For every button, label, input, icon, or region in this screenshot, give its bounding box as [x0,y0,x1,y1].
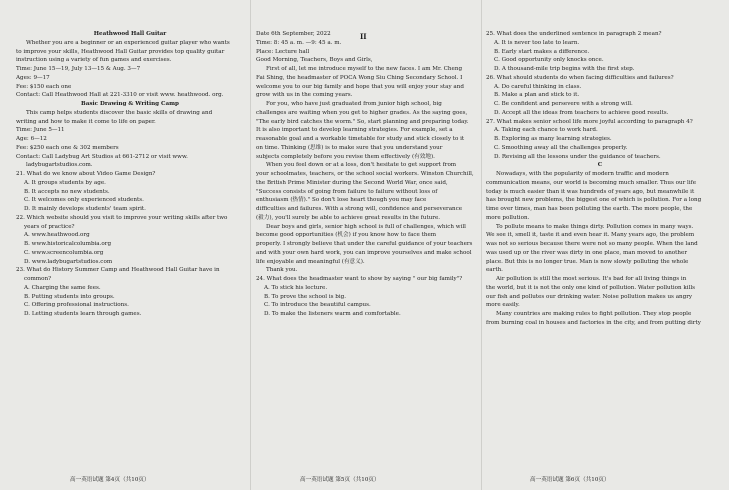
column3-line: more easily. [486,302,520,309]
column2-line: challenges are waiting when you get to higher grades. As the saying goes, [256,109,468,116]
column2-line: become good opportunities (机会) if you know how to face them [256,232,437,239]
column2-line: reasonable goal and a workable timetable for study and stick closely to it [256,136,465,142]
column2-line: your schoolmates, teachers, or the school social workers. Winston Churchill, [256,171,474,177]
column3-line: more pollution. [486,214,530,221]
page-divider [250,0,251,490]
column1-line: ladybugartstudios.com. [26,162,93,169]
column2-line: enthusiasm (热情)." So don't lose heart though you may face [256,197,427,204]
column1-line: Time: June 15—19, July 13—15 & Aug. 3—7 [16,66,141,72]
column2-line: A. To stick his lecture. [264,284,328,291]
column3-line: the world, but it is not the only one kind of pollution. Water pollution kills [486,284,696,291]
column2-line: life enjoyable and meaningful (有意义). [256,258,365,265]
column1-line: Age: 6—12 [16,136,47,142]
footer-middle: 高一英语试题 第5页（共10页） [300,477,380,483]
column3-line: earth. [486,267,503,274]
column1-line: to improve your skills, Heathwood Hall Guitar provides top quality guitar [16,48,225,55]
column1-line: A. Charging the same fees. [24,284,101,291]
column2-line: 24. What does the headmaster want to show by saying " our big family"? [256,276,463,282]
column3-line: place. But this is no longer true. Man is now slowly polluting the whole [486,258,689,265]
footer-right: 高一英语试题 第6页（共10页） [530,477,610,483]
column3-line: A. Taking each chance to work hard. [494,127,598,134]
column1-line: Heathwood Hall Guitar [93,31,167,37]
column2-line: and with your own hard work, you can improve yourselves and make school [256,249,472,256]
column2-line: D. To make the listeners warm and comfortable. [264,311,401,317]
column3-line: C. Good opportunity only knocks once. [494,57,604,64]
column2-line: properly. I strongly believe that under the careful guidance of your teachers [256,241,473,247]
column3-line: To pollute means to make things dirty. Pollution comes in many ways. [496,223,694,230]
footer-left: 高一英语试题 第4页（共10页） [70,477,150,483]
column3-line: 26. What should students do when facing difficulties and failures? [486,74,674,81]
column-right [486,30,714,468]
column1-line: D. It mainly develops students' team spirit. [24,206,146,212]
column1-line: 23. What do History Summer Camp and Heathwood Hall Guitar have in [16,267,220,274]
column1-line: A. www.heathwood.org [24,232,90,239]
column3-line: 27. What makes senior school life more joyful according to paragraph 4? [486,118,693,125]
column2-line: (毅力), you'll surely be able to achieve great results in the future. [256,214,441,221]
column3-line: communication means, our world is becoming much smaller. Thus our life [486,179,697,186]
column3-line: C [597,162,603,169]
column-middle [256,30,478,468]
column2-line: difficulties and failures. With a strong will, confidence and perseverance [256,206,463,212]
column3-line: our fish and pollutes our drinking water. Noise pollution makes us angry [486,293,693,300]
page-divider [481,0,482,490]
column2-line: Place: Lecture hall [256,48,310,55]
column3-line: today is much easier than it was hundreds of years ago, but meanwhile it [486,188,695,195]
column1-line: C. It welcomes only experienced students. [24,197,144,204]
column-left [16,30,244,468]
column2-line: First of all, let me introduce myself to the new faces. I am Mr. Cheng [266,66,463,72]
column3-line: D. Accept all the ideas from teachers to achieve good results. [494,109,669,116]
column3-line: B. Make a plan and stick to it. [494,92,580,99]
column1-line: B. Putting students into groups. [24,293,115,300]
column2-line: grow with us in the coming years. [256,92,353,99]
column3-line: B. Early start makes a difference. [494,48,590,55]
column3-line: was used up or the river was dirty in one place, man moved to another [486,249,688,256]
column1-line: common? [24,276,52,282]
column3-line: from burning coal in houses and factories in the city, and from putting dirty [486,319,701,326]
column1-line: 22. Which website should you visit to improve your writing skills after two [16,214,228,221]
column1-line: Contact: Call Heathwood Hall at 221-3310 or visit www. heathwood. org. [16,92,224,99]
column2-line: Date 6th September, 2022 [256,31,331,37]
column2-line: For you, who have just graduated from junior high school, big [266,101,442,107]
column1-line: 21. What do we know about Video Game Design? [16,171,156,177]
column1-line: Fee: $150 each one [16,83,72,90]
column2-line: Good Morning, Teachers, Boys and Girls, [256,57,373,64]
column1-line: D. www.ladybugartstudios.com [24,258,113,265]
column1-line: D. Letting students learn through games. [24,311,142,317]
column1-line: writing and how to make it come to life on paper. [16,118,156,125]
column1-line: A. It groups students by age. [24,179,106,186]
column2-line: Time: 8: 45 a. m. —9: 45 a. m. [256,39,342,46]
column1-line: Contact: Call Ladybug Art Studios at 661-2712 or visit www. [16,153,188,160]
column2-line: subjects completely before you revise them effectively (有效地). [256,153,435,160]
column3-line: We see it, smell it, taste it and even hear it. Many years ago, the problem [486,232,695,239]
column1-line: Ages: 9—17 [16,74,50,81]
column1-line: years of practice? [24,223,75,230]
column1-line: B. www.historicalcolumbia.org [24,241,112,247]
column2-line: on time. Thinking (思维) is to make sure that you understand your [256,144,443,151]
column3-line: Nowadays, with the popularity of modern traffic and modern [496,171,669,177]
column1-line: This camp helps students discover the basic skills of drawing and [26,109,213,116]
column2-line: B. To prove the school is big. [264,293,346,300]
column2-line: When you feel down or at a loss, don't hesitate to get support from [266,162,457,169]
column3-line: was not so serious because there were not so many people. When the land [486,241,698,247]
column1-line: B. It accepts no new students. [24,188,110,195]
column3-line: Many countries are making rules to fight pollution. They stop people [496,311,692,317]
column3-line: A. It is never too late to learn. [494,39,580,46]
column3-line: C. Be confident and persevere with a strong will. [494,101,633,107]
column1-line: C. www.screencolumbia.org [24,249,104,256]
column3-line: Air pollution is still the most serious. It's bad for all living things in [496,276,687,282]
column3-line: 25. What does the underlined sentence in paragraph 2 mean? [486,31,662,37]
column1-line: Whether you are a beginner or an experienced guitar player who wants [26,39,230,46]
column2-line: It is also important to develop learning strategies. For example, set a [256,127,453,134]
column2-line: Thank you. [266,267,298,274]
column3-line: D. Revising all the lessons under the guidance of teachers. [494,153,661,160]
column3-line: C. Smoothing away all the challenges properly. [494,144,628,151]
column2-line: Fai Shing, the headmaster of POCA Wong Siu Ching Secondary School. I [256,74,463,81]
column1-line: instruction using a variety of fun games and exercises. [16,57,172,64]
column2-line: "The early bird catches the worm." So, start planning and preparing today. [256,118,469,125]
column3-line: D. A thousand-mile trip begins with the first step. [494,66,635,72]
column2-line: welcome you to our big family and hope that you will enjoy your stay and [256,83,464,90]
column2-line: Dear boys and girls, senior high school is full of challenges, which will [266,223,466,230]
column2-line: C. To introduce the beautiful campus. [264,302,371,309]
column3-line: B. Exploring as many learning strategies. [494,136,612,142]
column1-line: Basic Drawing & Writing Camp [81,101,179,107]
column3-line: A. Do careful thinking in class. [494,83,582,90]
column1-line: C. Offering professional instructions. [24,302,129,309]
column2-line: "Success consists of going from failure to failure without loss of [256,188,438,195]
column1-line: Time: June 5—11 [16,127,65,134]
column3-line: time over times, man has been polluting the earth. The more people, the [486,206,693,212]
column3-line: has brought new problems, the biggest one of which is pollution. For a long [486,197,702,204]
column2-line: the British Prime Minister during the Second World War, once said, [256,179,448,186]
column1-line: Fee: $250 each one & 302 members [16,144,119,151]
page-mark: II [360,32,367,41]
